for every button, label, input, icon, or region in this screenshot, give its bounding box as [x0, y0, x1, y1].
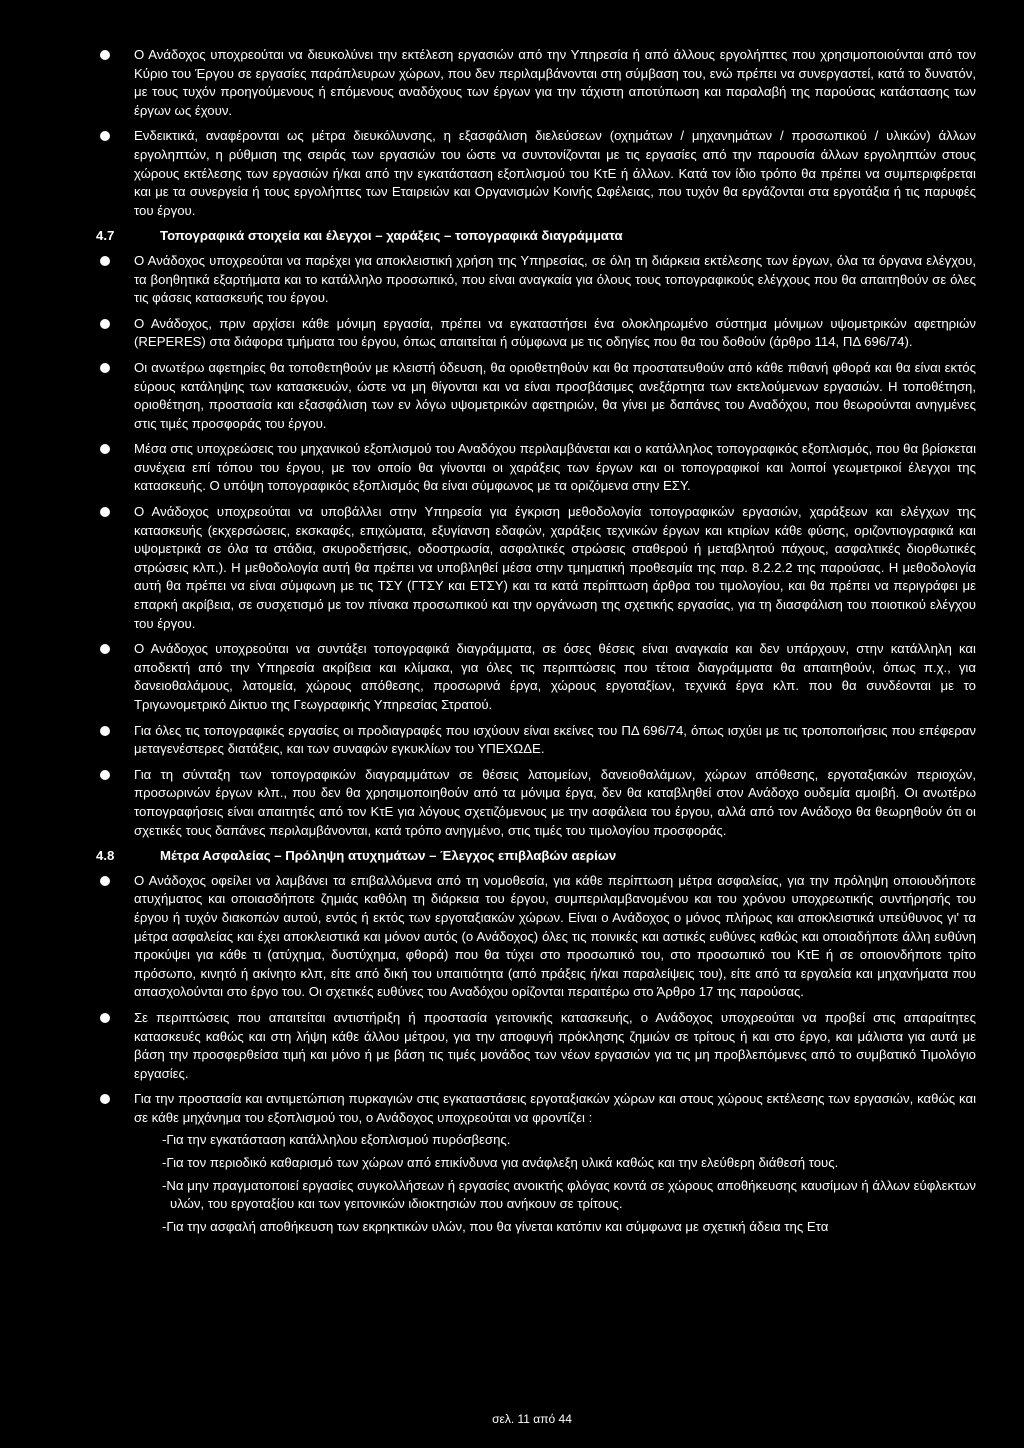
- section-title: Τοπογραφικά στοιχεία και έλεγχοι – χαράξεις – τοπογραφικά διαγράμματα: [160, 228, 623, 244]
- bullet-icon: [100, 319, 110, 329]
- page-number: σελ. 11 από 44: [492, 1412, 572, 1426]
- list-item: Ο Ανάδοχος υποχρεούται να διευκολύνει την εκτέλεση εργασιών από την Υπηρεσία ή από άλλους εργολήπτες που χρησιμοποιούνται από τον Κύριο του Έργου σε εργασίες παράπλευρων χώρων, που δεν περιλαμβάνονται στη σύμβαση του, ενώ πρέπει να συνεργαστεί, κατά το δυνατόν, με τους τυχόν προηγούμενους ή επόμενους αναδόχους των έργων για την τάχιστη αποτύπωση και παραλαβή της παρούσας κατάστασης των έργων ως έχουν.: [96, 46, 976, 120]
- bullet-icon: [100, 726, 110, 736]
- bullet-icon: [100, 1094, 110, 1104]
- bullet-icon: [100, 444, 110, 454]
- list-item: Για την προστασία και αντιμετώπιση πυρκαγιών στις εγκαταστάσεις εργοταξιακών χώρων και στους χώρους εκτέλεσης των εργασιών, καθώς και σε κάθε μηχάνημα του εξοπλισμού του, ο Ανάδοχος υποχρεούται να φροντίζει : -Για την εγκατάσταση κατάλληλου εξοπλισμού πυρόσβεσης. -Για τον περιοδικό καθαρισμό των χώρων από επικίνδυνα για ανάφλεξη υλικά καθώς και την ελεύθερη διάθεσή τους. -Να μην πραγματοποιεί εργασίες συγκολλήσεων ή εργασίες ανοικτής φλόγας κοντά σε χώρους αποθήκευσης καυσίμων ή άλλων εύφλεκτων υλών, του εργοταξίου και των γειτονικών ιδιοκτησιών που ανήκουν σε τρίτους. -Για την ασφαλή αποθήκευση των εκρηκτικών υλών, που θα γίνεται κατόπιν και σύμφωνα με σχετική άδεια της Ετα: [96, 1090, 976, 1236]
- sub-item: -Να μην πραγματοποιεί εργασίες συγκολλήσεων ή εργασίες ανοικτής φλόγας κοντά σε χώρους αποθήκευσης καυσίμων ή άλλων εύφλεκτων υλών, του εργοταξίου και των γειτονικών ιδιοκτησιών που ανήκουν σε τρίτους.: [162, 1177, 976, 1212]
- list-item: Ο Ανάδοχος υποχρεούται να υποβάλλει στην Υπηρεσία για έγκριση μεθοδολογία τοπογραφικών εργασιών, χαράξεων και ελέγχων της κατασκευής (εκχερσώσεις, εκσκαφές, επιχώματα, εξυγίανση εδαφών, χαράξεις τεχνικών έργων και κτιρίων κάθε φύσης, οριζοντιογραφικά και υψομετρικά σε όλα τα στάδια, σκυροδετήσεις, οδοστρωσία, ασφαλτικές στρώσεις σταθερού ή μεταβλητού πάχους, ασφαλτικές διορθωτικές στρώσεις κλπ.). Η μεθοδολογία αυτή θα πρέπει να υποβληθεί μέσα στην τμηματική προθεσμία της παρ. 8.2.2.2 της παρούσας. Η μεθοδολογία αυτή θα πρέπει να είναι σύμφωνη με τις ΤΣΥ (ΓΤΣΥ και ΕΤΣΥ) και τα κατά περίπτωση άρθρα του τιμολογίου, και θα πρέπει να περιγράφει με επαρκή ακρίβεια, σε συσχετισμό με τον πίνακα προσωπικού και την οργάνωση της σχετικής εργασίας, για τη διασφάλιση του ποιοτικού ελέγχου του έργου.: [96, 503, 976, 633]
- list-item: Μέσα στις υποχρεώσεις του μηχανικού εξοπλισμού του Αναδόχου περιλαμβάνεται και ο κατάλληλος τοπογραφικός εξοπλισμός, που θα βρίσκεται συνέχεια επί τόπου του έργου, με τον οποίο θα γίνονται οι χαράξεις των έργων και οι τοπογραφικοί και λοιποί γεωμετρικοί έλεγχοι της κατασκευής. Ο υπόψη τοπογραφικός εξοπλισμός θα είναι σύμφωνος με τα οριζόμενα στην ΕΣΥ.: [96, 440, 976, 496]
- bullet-icon: [100, 644, 110, 654]
- bullet-icon: [100, 876, 110, 886]
- section-heading-4-7: [96, 227, 976, 246]
- document-body: [96, 46, 976, 1243]
- list-item: Ο Ανάδοχος οφείλει να λαμβάνει τα επιβαλλόμενα από τη νομοθεσία, για κάθε περίπτωση μέτρα ασφαλείας, για την πρόληψη οποιουδήποτε ατυχήματος και οποιασδήποτε ζημιάς καθόλη τη διάρκεια του έργου, συμπεριλαμβανομένου και του χρόνου υποχρεωτικής συντήρησής του έργου ή τυχόν διακοπών αυτού, εντός ή εκτός των εργοταξιακών χώρων. Είναι ο Ανάδοχος ο μόνος πλήρως και αποκλειστικά υπεύθυνος γι' τα μέτρα ασφαλείας και έχει αποκλειστικά και μόνον αυτός (ο Ανάδοχος) όλες τις ποινικές και αστικές ευθύνες καθώς και οποιαδήποτε άλλη ευθύνη προκύψει για κάθε τι (ατύχημα, δυστύχημα, φθορά) που θα τύχει στο προσωπικό του, στο προσωπικό του ΚτΕ ή σε οποιονδήποτε τρίτο πρόσωπο, κινητό ή ακίνητο κλπ, είτε από δική του υπαιτιότητα (από πράξεις ή/και παραλείψεις του), είτε από τα εργαλεία και μηχανήματα που απασχολούνται στο έργο του. Οι σχετικές ευθύνες του Αναδόχου ορίζονται περαιτέρω στο Άρθρο 17 της παρούσας.: [96, 872, 976, 1002]
- list-item: Σε περιπτώσεις που απαιτείται αντιστήριξη ή προστασία γειτονικής κατασκευής, ο Ανάδοχος υποχρεούται να προβεί στις απαραίτητες κατασκευές καθώς και στη λήψη κάθε άλλου μέτρου, για την αποφυγή πρόκλησης ζημιών σε τρίτους ή και στο έργο, και μάλιστα για αυτά με βάση την προσφερθείσα τιμή και μόνο ή με βάση τις τιμές μονάδος των νέων εργασιών για τις μη προβλεπόμενες από το συμβατικό Τιμολόγιο εργασίες.: [96, 1009, 976, 1083]
- list-item: Για όλες τις τοπογραφικές εργασίες οι προδιαγραφές που ισχύουν είναι εκείνες του ΠΔ 696/74, όπως ισχύει με τις τροποποιήσεις που επέφεραν μεταγενέστερες διατάξεις, και των συναφών εγκυκλίων του ΥΠΕΧΩΔΕ.: [96, 722, 976, 759]
- list-item: Οι ανωτέρω αφετηρίες θα τοποθετηθούν με κλειστή όδευση, θα οριοθετηθούν και θα προστατευθούν από κάθε πιθανή φθορά και θα είναι εκτός εύρους κατάληψης των κατασκευών, ώστε να μη θίγονται και να είναι προσβάσιμες ανεξάρτητα των εκτελούμενων εργασιών. Η τοποθέτηση, οριοθέτηση, προστασία και εξασφάλιση των εν λόγω υψομετρικών αφετηριών, θα γίνει με δαπάνες του Αναδόχου, που θεωρούνται ανηγμένες στις τιμές προσφοράς του έργου.: [96, 359, 976, 433]
- bullet-icon: [100, 507, 110, 517]
- list-item: Για τη σύνταξη των τοπογραφικών διαγραμμάτων σε θέσεις λατομείων, δανειοθαλάμων, χώρων απόθεσης, εργοταξιακών περιοχών, προσωρινών έργων κλπ., που δεν θα χρησιμοποιηθούν από τα μόνιμα έργα, δεν θα καταβληθεί στον Ανάδοχο ουδεμία αμοιβή. Οι ανωτέρω τοπογραφήσεις είναι απαιτητές από τον ΚτΕ για λόγους σχετιζόμενους με την ασφάλεια του έργου, αλλά από τον Ανάδοχο θα θεωρηθούν ότι οι σχετικές τους δαπάνες περιλαμβάνονται, κατά τρόπο ανηγμένο, στις τιμές του τιμολογίου προσφοράς.: [96, 766, 976, 840]
- sub-item: -Για την εγκατάσταση κατάλληλου εξοπλισμού πυρόσβεσης.: [162, 1132, 511, 1148]
- bullet-icon: [100, 131, 110, 141]
- section-number: 4.8: [96, 848, 115, 864]
- bullet-icon: [100, 1013, 110, 1023]
- section-number: 4.7: [96, 228, 115, 244]
- section-title: Μέτρα Ασφαλείας – Πρόληψη ατυχημάτων – Έλεγχος επιβλαβών αερίων: [160, 848, 617, 864]
- bullet-icon: [100, 50, 110, 60]
- bullet-icon: [100, 256, 110, 266]
- list-item: Ο Ανάδοχος, πριν αρχίσει κάθε μόνιμη εργασία, πρέπει να εγκαταστήσει ένα ολοκληρωμένο σύστημα μόνιμων υψομετρικών αφετηριών (REPERES) στα διάφορα τμήματα του έργου, όπως απαιτείται ή σύμφωνα με τις οδηγίες που θα του δοθούν (άρθρο 114, ΠΔ 696/74).: [96, 315, 976, 352]
- list-item: Ο Ανάδοχος υποχρεούται να συντάξει τοπογραφικά διαγράμματα, σε όσες θέσεις είναι αναγκαία και δεν υπάρχουν, στην κατάλληλη και αποδεκτή από την Υπηρεσία ακρίβεια και κλίμακα, για όλες τις περιπτώσεις που τέτοια διαγράμματα θα απαιτηθούν, όπως π.χ., για δανειοθαλάμους, λατομεία, χώρους απόθεσης, προσωρινά έργα, χώρους εργοταξίων, τεχνικά έργα κλπ. που θα συνδέονται με το Τριγωνομετρικό Δίκτυο της Γεωγραφικής Υπηρεσίας Στρατού.: [96, 640, 976, 714]
- sub-list: [134, 1131, 976, 1236]
- section-heading-4-8: [96, 847, 976, 866]
- list-item: Ενδεικτικά, αναφέρονται ως μέτρα διευκόλυνσης, η εξασφάλιση διελεύσεων (οχημάτων / μηχανημάτων / προσωπικού / υλικών) άλλων εργοληπτών, η ρύθμιση της σειράς των εργασιών του ώστε να συντονίζονται με τις εργασίες από την παρουσία άλλων εργοληπτών στους χώρους εκτέλεσης των εργασιών ή/και από την εγκατάσταση εξοπλισμού του ΚτΕ ή άλλων. Κατά τον ίδιο τρόπο θα πρέπει να συμπεριφέρεται και με τα συνεργεία ή τους εργολήπτες των Εταιρειών και Οργανισμών Κοινής Ωφέλειας, που τυχόν θα εργάζονται στα εργοτάξια ή τις παρυφές του έργου.: [96, 127, 976, 220]
- sub-item: -Για την ασφαλή αποθήκευση των εκρηκτικών υλών, που θα γίνεται κατόπιν και σύμφωνα με σχετική άδεια της Ετα: [162, 1218, 829, 1234]
- bullet-icon: [100, 363, 110, 373]
- list-item: Ο Ανάδοχος υποχρεούται να παρέχει για αποκλειστική χρήση της Υπηρεσίας, σε όλη τη διάρκεια εκτέλεσης των έργων, όλα τα όργανα ελέγχου, τα βοηθητικά εξαρτήματα και το κατάλληλο προσωπικό, που είναι αναγκαία για όλους τους τοπογραφικούς ελέγχους που θα απαιτηθούν σε όλες τις φάσεις κατασκευής του έργου.: [96, 252, 976, 308]
- bullet-icon: [100, 770, 110, 780]
- sub-item: -Για τον περιοδικό καθαρισμό των χώρων από επικίνδυνα για ανάφλεξη υλικά καθώς και την ελεύθερη διάθεσή τους.: [162, 1155, 839, 1171]
